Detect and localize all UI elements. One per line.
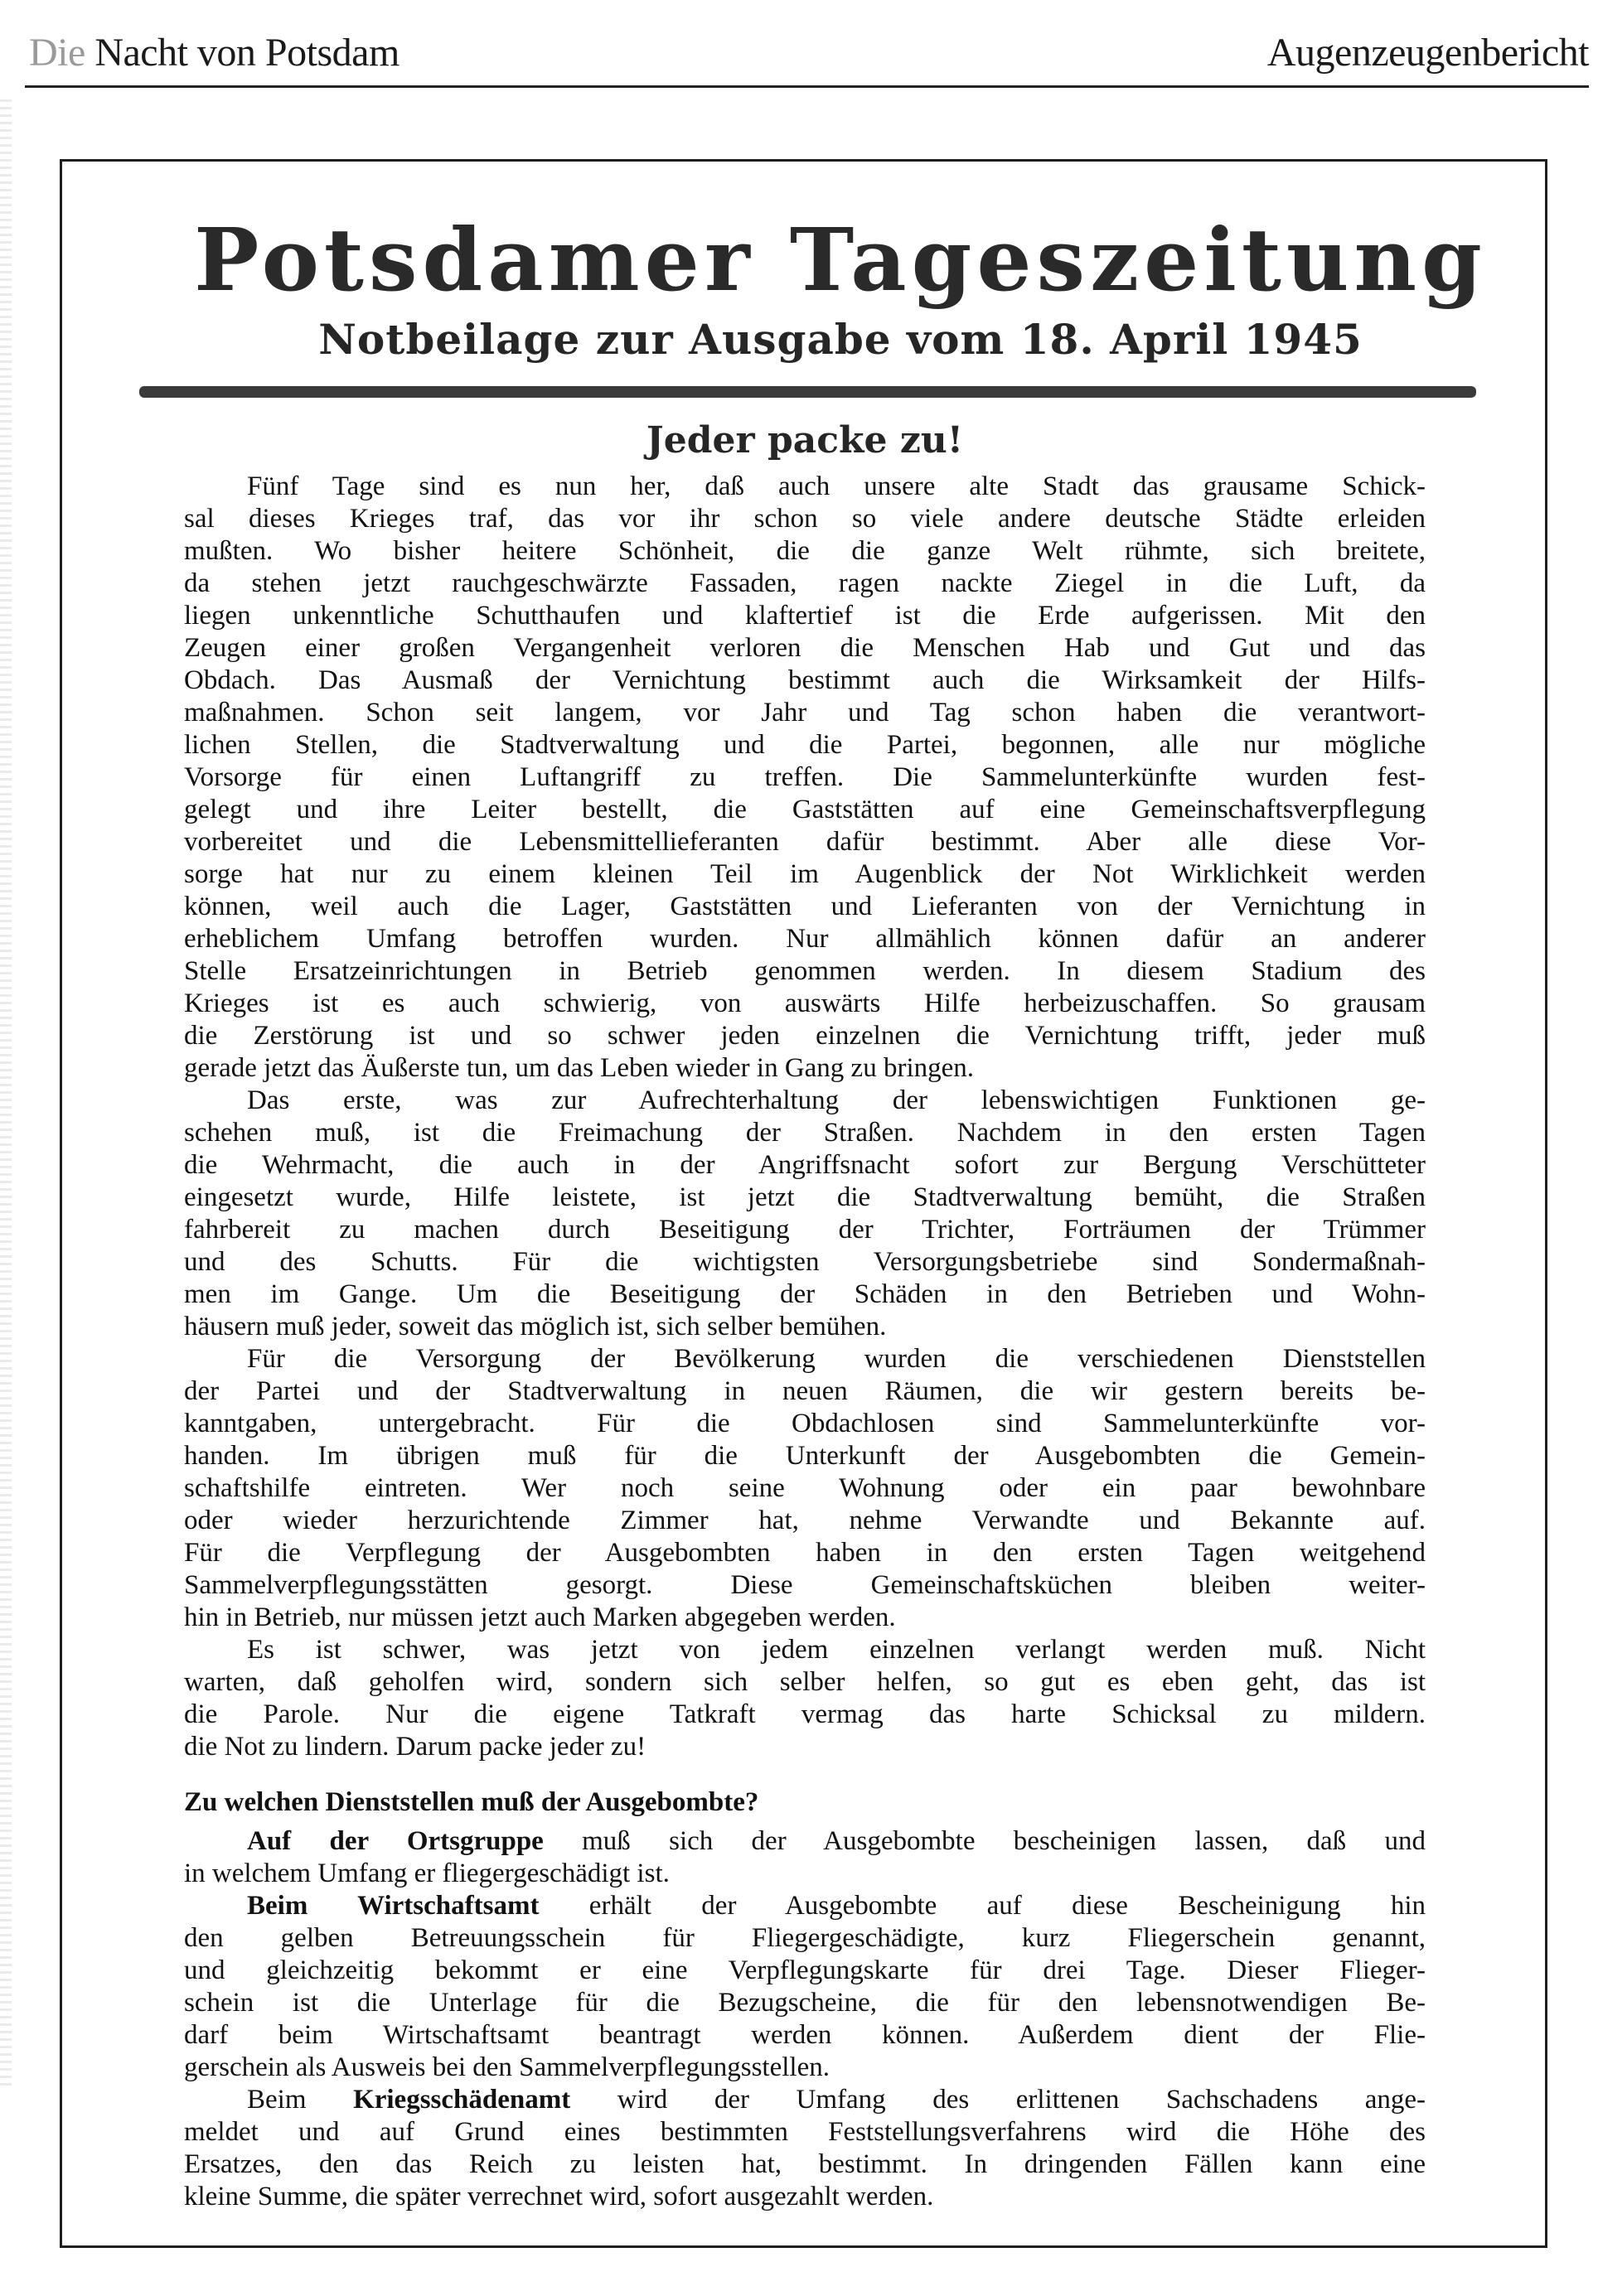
text-line: lichen Stellen, die Stadtverwaltung und die Partei, begonnen, alle nur mögliche: [184, 730, 1426, 760]
text-line: eingesetzt wurde, Hilfe leistete, ist jetzt die Stadtverwaltung bemüht, die Straßen: [184, 1182, 1426, 1212]
text-line: der Partei und der Stadtverwaltung in neuen Räumen, die wir gestern bereits be-: [184, 1376, 1426, 1406]
scan-edge-shadow: [0, 99, 12, 2088]
text-line: und des Schutts. Für die wichtigsten Versorgungsbetriebe sind Sondermaßnah-: [184, 1247, 1426, 1277]
text-line: sorge hat nur zu einem kleinen Teil im Augenblick der Not Wirklichkeit werden: [184, 859, 1426, 889]
text-line: die Wehrmacht, die auch in der Angriffsnacht sofort zur Bergung Verschütteter: [184, 1150, 1426, 1180]
office-name: Kriegsschädenamt: [353, 2085, 571, 2115]
running-header-book-title: Nacht von Potsdam: [85, 31, 400, 75]
header-rule: [25, 85, 1589, 88]
text-line: darf beim Wirtschaftsamt beantragt werden können. Außerdem dient der Flie-: [184, 2020, 1426, 2050]
article-paragraph: [184, 1343, 1426, 1634]
text-line: Für die Verpflegung der Ausgebombten haben in den ersten Tagen weitgehend: [184, 1538, 1426, 1568]
office-name: Auf der Ortsgruppe: [247, 1826, 544, 1856]
text-line: häusern muß jeder, soweit das möglich ist, sich selber bemühen.: [184, 1312, 887, 1341]
text-line: sal dieses Krieges traf, das vor ihr schon so viele andere deutsche Städte erleiden: [184, 504, 1426, 534]
text-line: da stehen jetzt rauchgeschwärzte Fassaden, ragen nackte Ziegel in die Luft, da: [184, 568, 1426, 598]
text-line: maßnahmen. Schon seit langem, vor Jahr und Tag schon haben die verantwort-: [184, 698, 1426, 727]
text-line: Stelle Ersatzeinrichtungen in Betrieb genommen werden. In diesem Stadium des: [184, 956, 1426, 986]
text-line: Obdach. Das Ausmaß der Vernichtung bestimmt auch die Wirksamkeit der Hilfs-: [184, 665, 1426, 695]
text-line: fahrbereit zu machen durch Beseitigung der Trichter, Forträumen der Trümmer: [184, 1215, 1426, 1245]
text-line: die Not zu lindern. Darum packe jeder zu!: [184, 1732, 646, 1762]
section-subheading: Zu welchen Dienststellen muß der Ausgebombte?: [184, 1787, 759, 1817]
text-line: Krieges ist es auch schwierig, von auswärts Hilfe herbeizuschaffen. So grausam: [184, 988, 1426, 1018]
text-line: die Zerstörung ist und so schwer jeden einzelnen die Vernichtung trifft, jeder muß: [184, 1021, 1426, 1051]
article-body: [184, 471, 1426, 2213]
article-heading: Jeder packe zu!: [646, 419, 964, 462]
text-line: liegen unkenntliche Schutthaufen und klaftertief ist die Erde aufgerissen. Mit den: [184, 601, 1426, 631]
running-header-right: Augenzeugenbericht: [1266, 31, 1589, 75]
newspaper-title: Potsdamer Tageszeitung: [194, 209, 1487, 311]
text-line: Fünf Tage sind es nun her, daß auch unsere alte Stadt das grausame Schick-: [247, 471, 1426, 501]
office-text: wird der Umfang des erlittenen Sachschadens ange-: [570, 2085, 1426, 2115]
text-line: oder wieder herzurichtende Zimmer hat, nehme Verwandte und Bekannte auf.: [184, 1506, 1426, 1535]
running-header-left: [29, 30, 400, 75]
text-line: gerade jetzt das Äußerste tun, um das Leben wieder in Gang zu bringen.: [184, 1053, 975, 1083]
text-line: Das erste, was zur Aufrechterhaltung der lebenswichtigen Funktionen ge-: [247, 1085, 1426, 1115]
text-line: schehen muß, ist die Freimachung der Straßen. Nachdem in den ersten Tagen: [184, 1118, 1426, 1148]
office-text: muß sich der Ausgebombte bescheinigen lassen, daß und: [543, 1826, 1426, 1856]
text-line: gelegt und ihre Leiter bestellt, die Gaststätten auf eine Gemeinschaftsverpflegung: [184, 795, 1426, 824]
text-line: erheblichem Umfang betroffen wurden. Nur allmählich können dafür an anderer: [184, 924, 1426, 954]
text-line: Zeugen einer großen Vergangenheit verloren die Menschen Hab und Gut und das: [184, 633, 1426, 663]
office-prefix: Beim: [247, 2085, 354, 2115]
article-paragraph: [184, 1085, 1426, 1343]
text-line: meldet und auf Grund eines bestimmten Feststellungsverfahrens wird die Höhe des: [184, 2117, 1426, 2147]
text-line: Ersatzes, den das Reich zu leisten hat, bestimmt. In dringenden Fällen kann eine: [184, 2149, 1426, 2179]
office-paragraph: [184, 2084, 1426, 2213]
text-line: in welchem Umfang er fliegergeschädigt ist.: [184, 1859, 670, 1888]
text-line: die Parole. Nur die eigene Tatkraft vermag das harte Schicksal zu mildern.: [184, 1699, 1426, 1729]
text-line: Sammelverpflegungsstätten gesorgt. Diese Gemeinschaftsküchen bleiben weiter-: [184, 1570, 1426, 1600]
text-line: [184, 2084, 1426, 2116]
text-line: schaftshilfe eintreten. Wer noch seine Wohnung oder ein paar bewohnbare: [184, 1473, 1426, 1503]
text-line: schein ist die Unterlage für die Bezugscheine, die für den lebensnotwendigen Be-: [184, 1988, 1426, 2018]
article-paragraph: [184, 471, 1426, 1085]
office-name: Beim Wirtschaftsamt: [247, 1891, 540, 1921]
text-line: kleine Summe, die später verrechnet wird, sofort ausgezahlt werden.: [184, 2182, 934, 2211]
text-line: und gleichzeitig bekommt er eine Verpflegungskarte für drei Tage. Dieser Flieger-: [184, 1955, 1426, 1985]
text-line: Es ist schwer, was jetzt von jedem einzelnen verlangt werden muß. Nicht: [247, 1635, 1426, 1665]
text-line: warten, daß geholfen wird, sondern sich selber helfen, so gut es eben geht, das ist: [184, 1667, 1426, 1697]
text-line: können, weil auch die Lager, Gaststätten und Lieferanten von der Vernichtung in: [184, 892, 1426, 921]
article-paragraph: [184, 1634, 1426, 1763]
text-line: mußten. Wo bisher heitere Schönheit, die die ganze Welt rühmte, sich breitete,: [184, 536, 1426, 566]
masthead-rule: [139, 386, 1476, 398]
newspaper-subtitle: Notbeilage zur Ausgabe vom 18. April 1945: [318, 315, 1363, 364]
text-line: Für die Versorgung der Bevölkerung wurden die verschiedenen Dienststellen: [247, 1344, 1426, 1374]
text-line: gerschein als Ausweis bei den Sammelverpflegungsstellen.: [184, 2052, 830, 2082]
running-header-faded-word: Die: [29, 31, 85, 75]
text-line: [184, 1890, 1426, 1922]
text-line: [184, 1825, 1426, 1858]
office-paragraph: [184, 1825, 1426, 1890]
text-line: den gelben Betreuungsschein für Fliegergeschädigte, kurz Fliegerschein genannt,: [184, 1923, 1426, 1953]
text-line: kanntgaben, untergebracht. Für die Obdachlosen sind Sammelunterkünfte vor-: [184, 1409, 1426, 1438]
office-text: erhält der Ausgebombte auf diese Bescheinigung hin: [539, 1891, 1426, 1921]
text-line: Vorsorge für einen Luftangriff zu treffen. Die Sammelunterkünfte wurden fest-: [184, 762, 1426, 792]
text-line: handen. Im übrigen muß für die Unterkunft der Ausgebombten die Gemein-: [184, 1441, 1426, 1471]
text-line: men im Gange. Um die Beseitigung der Schäden in den Betrieben und Wohn-: [184, 1279, 1426, 1309]
text-line: vorbereitet und die Lebensmittellieferanten dafür bestimmt. Aber alle diese Vor-: [184, 827, 1426, 857]
office-paragraph: [184, 1890, 1426, 2084]
text-line: hin in Betrieb, nur müssen jetzt auch Marken abgegeben werden.: [184, 1602, 896, 1632]
